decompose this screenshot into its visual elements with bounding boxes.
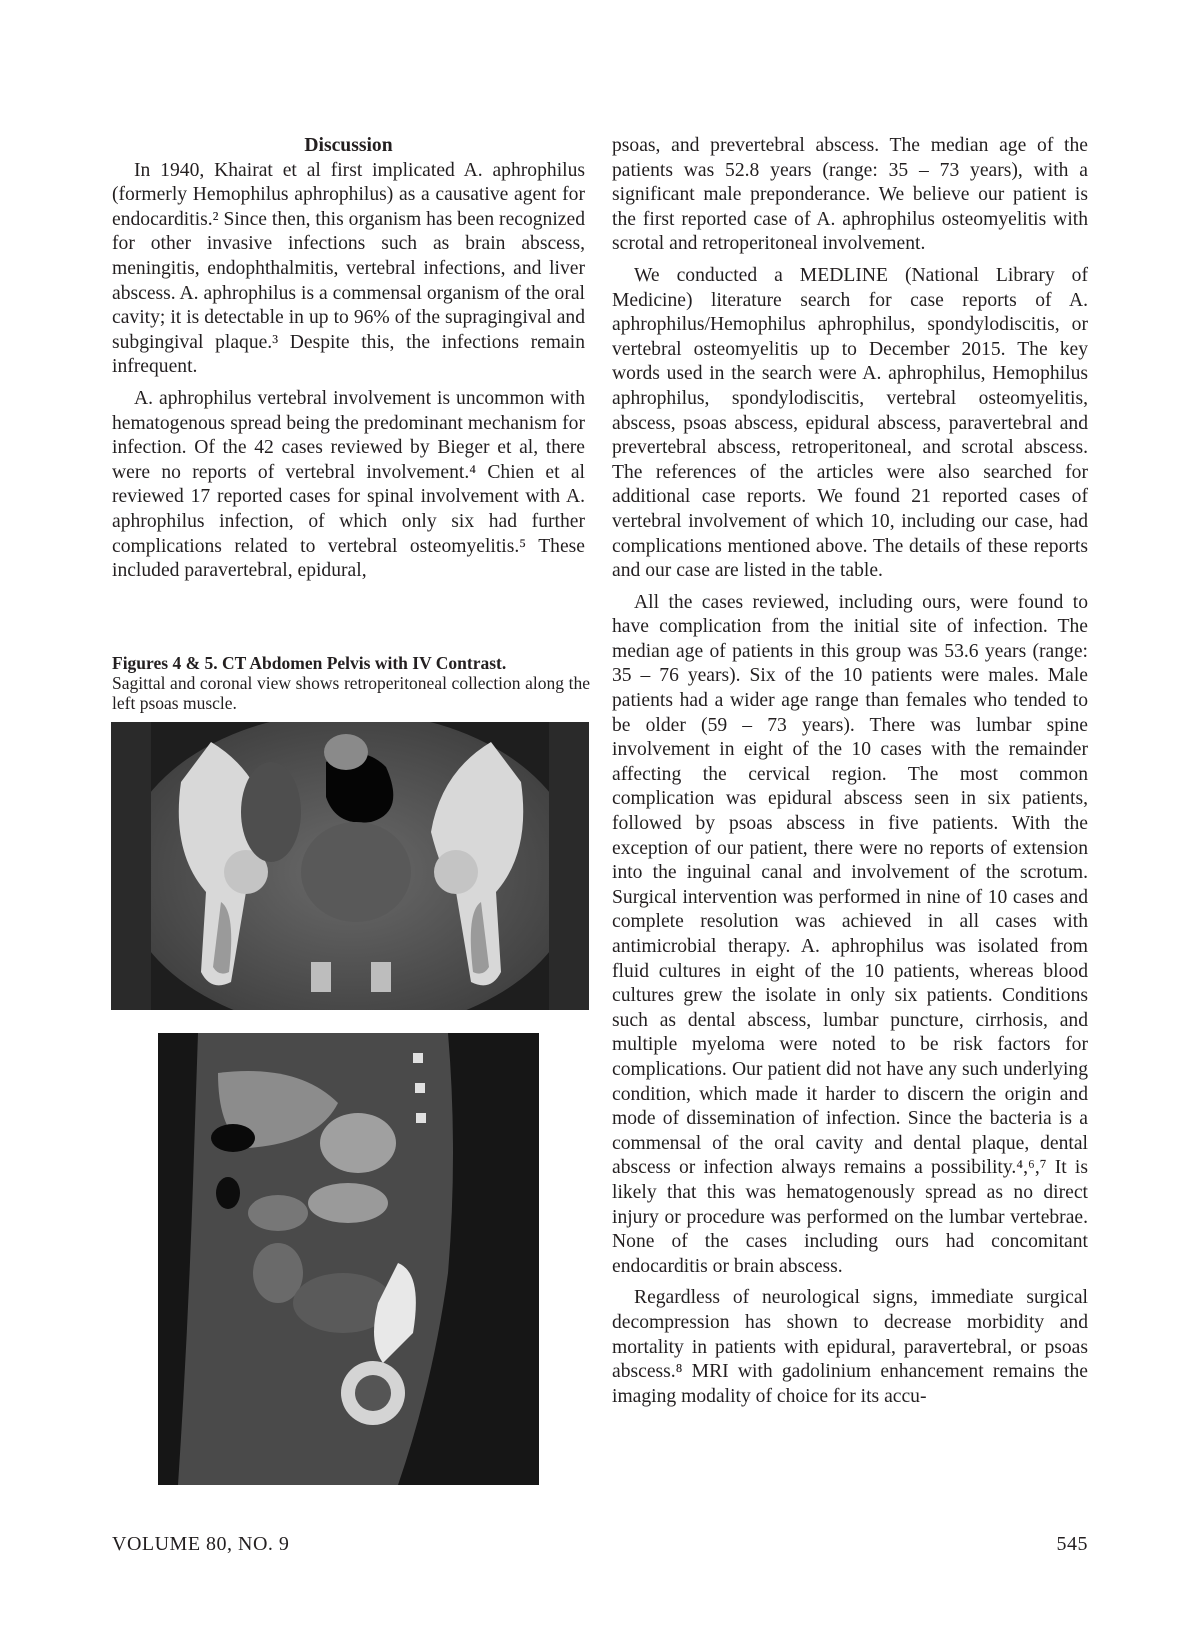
ct-sagittal-image: [158, 1033, 539, 1485]
figure-caption: [112, 653, 590, 713]
footer-page-number: 545: [1056, 1533, 1088, 1555]
left-column: [112, 134, 585, 591]
right-paragraph-0: psoas, and prevertebral abscess. The median age of the patients was 52.8 years (range: 35 – 73 years), with a significant male preponderance. We believe our patient is the first reported case of A. aphrophilus osteomyelitis with scrotal and retroperitoneal involvement.: [612, 135, 1088, 255]
section-heading: Discussion: [304, 135, 393, 156]
right-paragraph-3: Regardless of neurological signs, immediate surgical decompression has shown to decrease morbidity and mortality in patients with epidural, paravertebral, or psoas abscess.⁸ MRI with gadolinium enhancement remains the imaging modality of choice for its accu-: [612, 1287, 1088, 1407]
discussion-paragraph-2: A. aphrophilus vertebral involvement is uncommon with hematogenous spread being the predominant mechanism for infection. Of the 42 cases reviewed by Bieger et al, there were no reports of vertebral involvement.⁴ Chien et al reviewed 17 reported cases for spinal involvement with A. aphrophilus infection, of which only six had further complications related to vertebral osteomyelitis.⁵ These included paravertebral, epidural,: [112, 387, 585, 582]
right-paragraph-2: All the cases reviewed, including ours, were found to have complication from the initial site of infection. The median age of patients in this group was 53.6 years (range: 35 – 76 years). Six of the 10 patients were males. Male patients had a wider age range than females who tended to be older (59 – 73 years). There was lumbar spine involvement in eight of the 10 cases with the remainder affecting the cervical region. The most common complication was epidural abscess seen in six patients, followed by psoas abscess in five patients. With the exception of our patient, there were no reports of extension into the inguinal canal and involvement of the scrotum. Surgical intervention was performed in nine of 10 cases and complete resolution was achieved in all cases with antimicrobial therapy. A. aphrophilus was isolated from fluid cultures in eight of the 10 patients, whereas blood cultures grew the isolate in only six patients. Conditions such as dental abscess, lumbar puncture, cirrhosis, and multiple myeloma were noted to be risk factors for complications. Our patient did not have any such underlying condition, which made it harder to discern the origin and mode of dissemination of infection. Since the bacteria is a commensal of the oral cavity and dental plaque, dental abscess or infection always remains a possibility.⁴,⁶,⁷ It is likely that this was hematogenously spread as no direct injury or procedure was performed on the lumbar vertebrae. None of the cases including ours had concomitant endocarditis or brain abscess.: [612, 591, 1088, 1277]
discussion-paragraph-1: In 1940, Khairat et al first implicated A. aphrophilus (formerly Hemophilus aphrophilus) as a causative agent for endocarditis.² Since then, this organism has been recognized for other invasive infections such as brain abscess, meningitis, endophthalmitis, vertebral infections, and liver abscess. A. aphrophilus is a commensal organism of the oral cavity; it is detectable in up to 96% of the supragingival and subgingival plaque.³ Despite this, the infections remain infrequent.: [112, 159, 585, 378]
right-column: [612, 134, 1088, 1416]
figure-caption-title: Figures 4 & 5. CT Abdomen Pelvis with IV Contrast.: [112, 653, 507, 673]
figure-caption-body: Sagittal and coronal view shows retroperitoneal collection along the left psoas muscle.: [112, 673, 590, 713]
right-paragraph-1: We conducted a MEDLINE (National Library of Medicine) literature search for case reports of A. aphrophilus/Hemophilus aphrophilus, spondylodiscitis, or vertebral osteomyelitis up to December 2015. The key words used in the search were A. aphrophilus, Hemophilus aphrophilus, spondylodiscitis, vertebral osteomyelitis, abscess, psoas abscess, epidural abscess, paravertebral and prevertebral abscess, retroperitoneal, and scrotal abscess. The references of the articles were also searched for additional case reports. We found 21 reported cases of vertebral involvement of which 10, including our case, had complications mentioned above. The details of these reports and our case are listed in the table.: [612, 264, 1088, 582]
ct-coronal-image: [111, 722, 589, 1010]
footer-journal: VOLUME 80, NO. 9: [112, 1533, 290, 1555]
